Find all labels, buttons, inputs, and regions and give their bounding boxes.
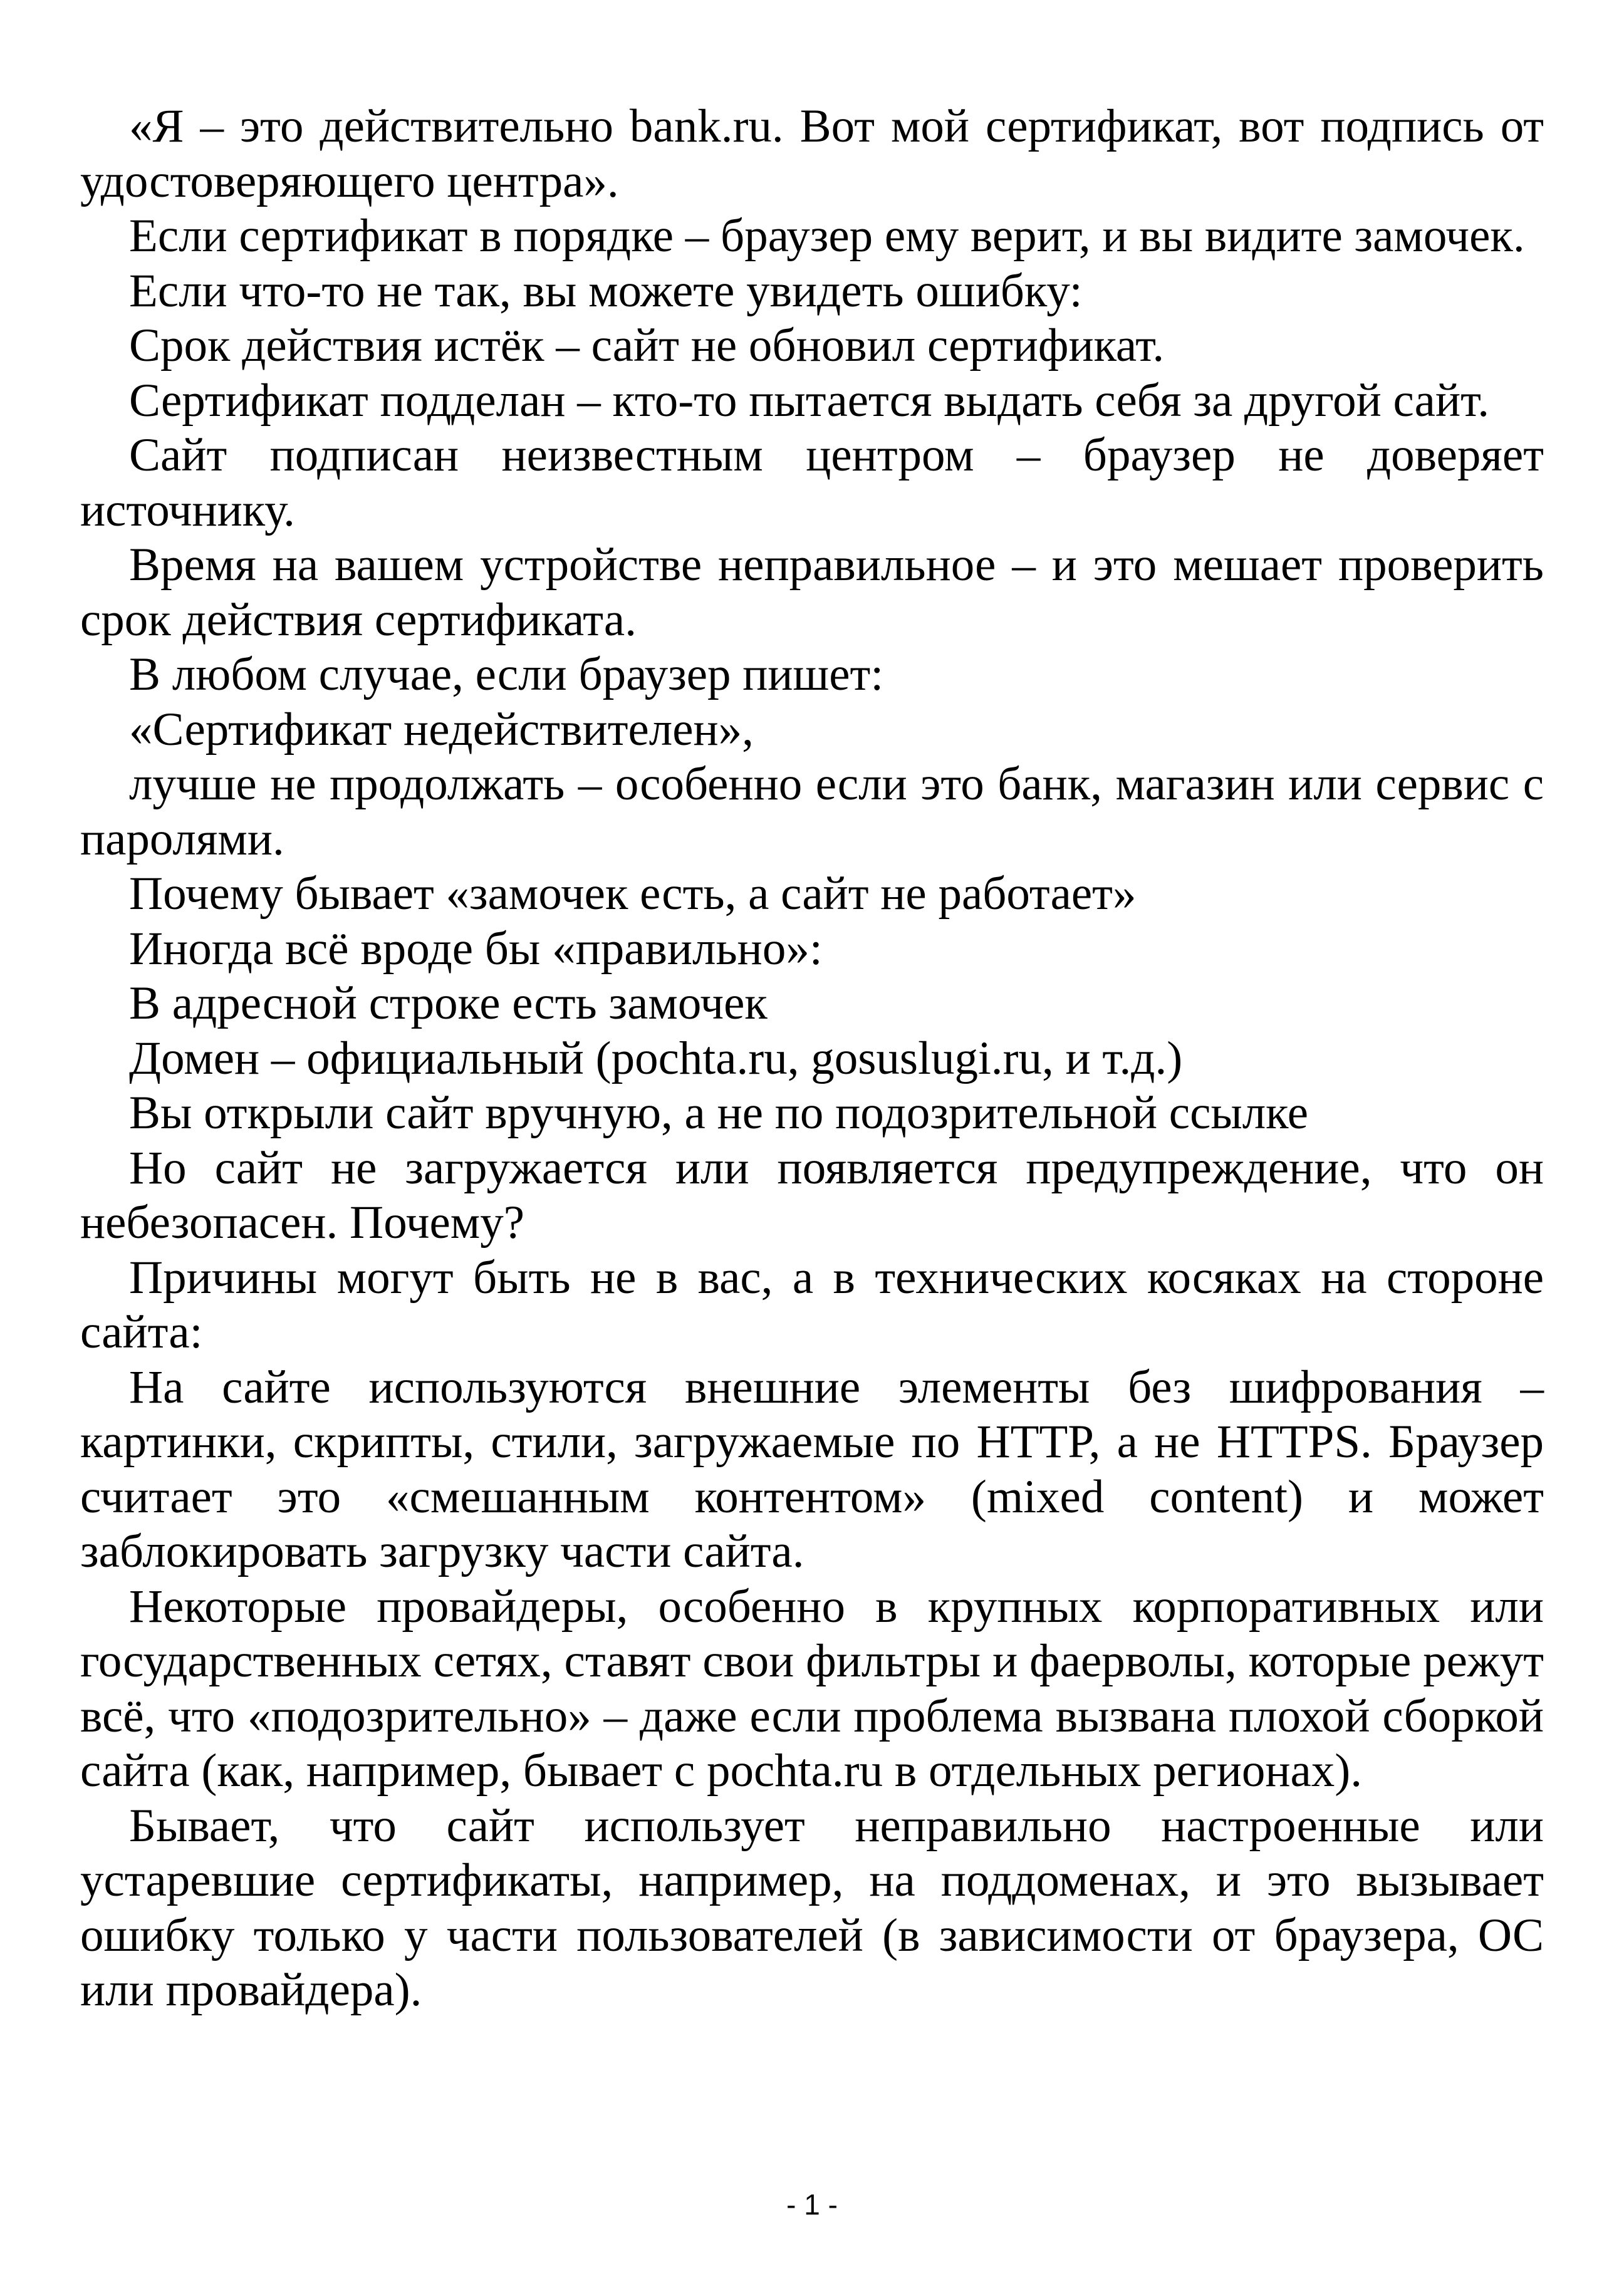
- paragraph: Время на вашем устройстве неправильное – и это мешает проверить срок действия сертификата.: [80, 539, 1544, 646]
- paragraph: Почему бывает «замочек есть, а сайт не работает»: [129, 868, 1137, 920]
- document-body: [80, 99, 1544, 2018]
- paragraph: Причины могут быть не в вас, а в технических косяках на стороне сайта:: [80, 1251, 1544, 1358]
- paragraph: Срок действия истёк – сайт не обновил сертификат.: [129, 319, 1165, 371]
- paragraph: «Сертификат недействителен»,: [129, 703, 754, 756]
- paragraph: На сайте используются внешние элементы без шифрования – картинки, скрипты, стили, загружаемые по HTTP, а не HTTPS. Браузер считает это «смешанным контентом» (mixed content) и может заблокировать загрузку части сайта.: [80, 1361, 1544, 1577]
- paragraph: Но сайт не загружается или появляется предупреждение, что он небезопасен. Почему?: [80, 1141, 1544, 1249]
- paragraph: лучше не продолжать – особенно если это банк, магазин или сервис с паролями.: [80, 758, 1544, 865]
- page-footer: [0, 2188, 1624, 2222]
- paragraph: «Я – это действительно bank.ru. Вот мой сертификат, вот подпись от удостоверяющего центра».: [80, 100, 1544, 207]
- page-number: - 1 -: [786, 2188, 838, 2221]
- paragraph: Если что-то не так, вы можете увидеть ошибку:: [129, 264, 1083, 317]
- paragraph: Домен – официальный (pochta.ru, gosuslugi.ru, и т.д.): [129, 1032, 1183, 1084]
- paragraph: Некоторые провайдеры, особенно в крупных корпоративных или государственных сетях, ставят свои фильтры и фаерволы, которые режут всё, что «подозрительно» – даже если проблема вызвана плохой сборкой сайта (как, например, бывает с pochta.ru в отдельных регионах).: [80, 1580, 1544, 1797]
- paragraph: Бывает, что сайт использует неправильно настроенные или устаревшие сертификаты, например, на поддоменах, и это вызывает ошибку только у части пользователей (в зависимости от браузера, ОС или провайдера).: [80, 1799, 1544, 2016]
- paragraph: В адресной строке есть замочек: [129, 977, 768, 1029]
- paragraph: Сайт подписан неизвестным центром – браузер не доверяет источнику.: [80, 429, 1544, 536]
- paragraph: Иногда всё вроде бы «правильно»:: [129, 922, 823, 975]
- paragraph: Если сертификат в порядке – браузер ему верит, и вы видите замочек.: [129, 210, 1525, 262]
- paragraph: Вы открыли сайт вручную, а не по подозрительной ссылке: [129, 1087, 1309, 1139]
- paragraph: Сертификат подделан – кто-то пытается выдать себя за другой сайт.: [129, 374, 1489, 427]
- paragraph: В любом случае, если браузер пишет:: [129, 648, 884, 700]
